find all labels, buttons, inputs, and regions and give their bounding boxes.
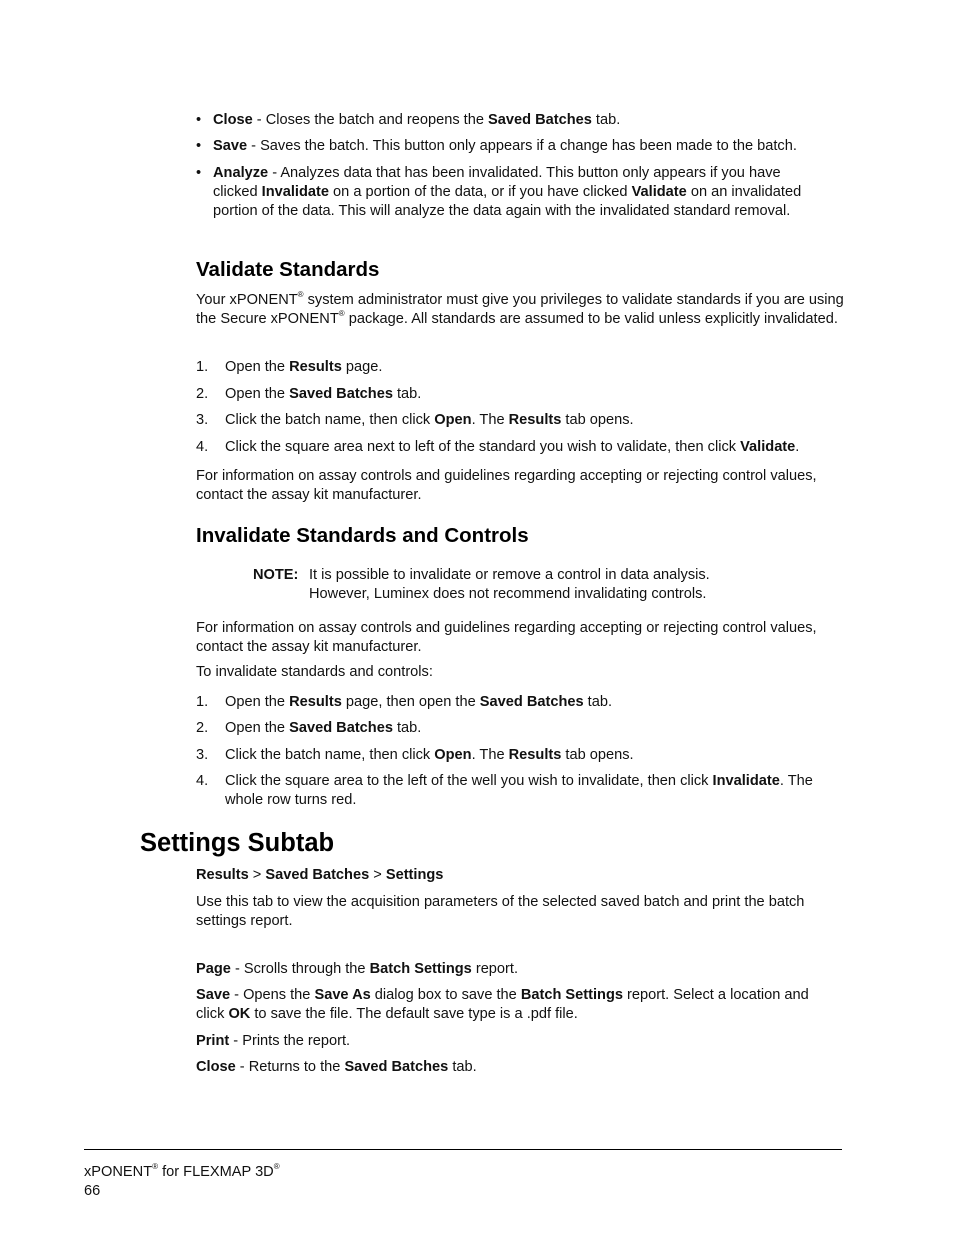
section-heading-invalidate: Invalidate Standards and Controls: [196, 524, 529, 547]
invalidate-step: 4. Click the square area to the left of the well you wish to invalidate, then click Invalidate. The whole row turns red.: [196, 773, 813, 808]
invalidate-step: 1. Open the Results page, then open the Saved Batches tab.: [196, 694, 613, 710]
section-heading-settings-subtab: Settings Subtab: [140, 829, 335, 857]
invalidate-step: 2. Open the Saved Batches tab.: [196, 720, 422, 736]
bullet-dot: •: [196, 112, 202, 128]
validate-step: 4. Click the square area next to left of the standard you wish to validate, then click Validate.: [196, 439, 800, 455]
settings-item-page: Page - Scrolls through the Batch Settings report.: [196, 961, 519, 977]
invalidate-lead: To invalidate standards and controls:: [196, 664, 433, 680]
bullet-dot: •: [196, 138, 202, 154]
note-text: It is possible to invalidate or remove a control in data analysis. However, Luminex does not recommend invalidating controls.: [309, 567, 710, 602]
settings-item-save: Save - Opens the Save As dialog box to save the Batch Settings report. Select a location and click OK to save the file. The default save type is a .pdf file.: [196, 987, 809, 1022]
page-number: 66: [84, 1183, 101, 1199]
settings-breadcrumb: Results > Saved Batches > Settings: [196, 867, 444, 883]
validate-step: 1. Open the Results page.: [196, 359, 383, 375]
footer-product: xPONENT® for FLEXMAP 3D®: [84, 1162, 280, 1180]
validate-step: 2. Open the Saved Batches tab.: [196, 386, 422, 402]
bullet-analyze: • Analyze - Analyzes data that has been invalidated. This button only appears if you have clicked Invalidate on a portion of the data, or if you have clicked Validate on an invalidated portion of the data. This will analyze the data again with the invalidated standard removal.: [196, 165, 802, 219]
invalidate-info: For information on assay controls and guidelines regarding accepting or rejecting control values, contact the assay kit manufacturer.: [196, 620, 817, 655]
validate-intro: Your xPONENT® system administrator must give you privileges to validate standards if you are using the Secure xPONENT® package. All standards are assumed to be valid unless explicitly invalidated.: [196, 290, 844, 327]
bullet-save: • Save - Saves the batch. This button only appears if a change has been made to the batch.: [196, 138, 797, 154]
settings-item-print: Print - Prints the report.: [196, 1033, 351, 1049]
settings-item-close: Close - Returns to the Saved Batches tab.: [196, 1059, 477, 1075]
note-label: NOTE:: [253, 567, 299, 583]
invalidate-step: 3. Click the batch name, then click Open. The Results tab opens.: [196, 747, 634, 763]
bullet-close: • Close - Closes the batch and reopens the Saved Batches tab.: [196, 112, 621, 128]
validate-info: For information on assay controls and guidelines regarding accepting or rejecting control values, contact the assay kit manufacturer.: [196, 468, 817, 503]
footer-rule: [84, 1149, 842, 1150]
bullet-dot: •: [196, 165, 202, 181]
settings-description: Use this tab to view the acquisition parameters of the selected saved batch and print the batch settings report.: [196, 894, 805, 929]
validate-step: 3. Click the batch name, then click Open. The Results tab opens.: [196, 412, 634, 428]
section-heading-validate-standards: Validate Standards: [196, 258, 380, 281]
